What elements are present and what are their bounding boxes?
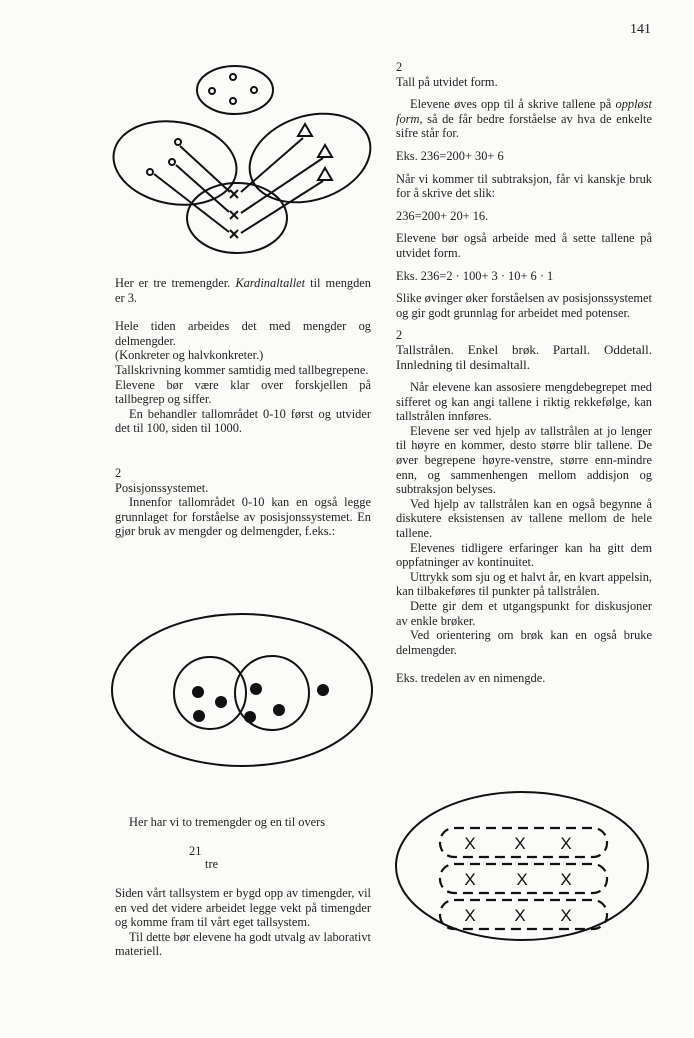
caption-two-sets: Her har vi to tremengder og en til overs [129,815,326,829]
number-21: 21 [189,844,202,858]
para-opplost-form: Elevene øves opp til å skrive tallene på oppløst form, så de får bedre forståelse av hva de enkelte sifre står for. [396,97,652,141]
para-eksistensen: Ved hjelp av tallstrålen kan en også begynne å diskutere eksistensen av tallene mellom de hele tallene. [396,496,652,541]
x-mark: X [464,834,476,853]
opplost-emphasis: oppløst form [396,97,652,126]
section-title-utvidet: Tall på utvidet form. [396,74,498,89]
caption-emphasis: Kardinaltallet [235,276,306,290]
para-posisjonssystemet: Innenfor tallområdet 0-10 kan en også legge grunnlaget for forståelse av posisjonssystemet. En gjør bruk av mengder og delmengder, f.eks.: [115,495,371,539]
example-2: 236=200+ 20+ 16. [396,208,489,223]
section-title-posisjon: Posisjonssystemet. [115,480,209,495]
caption-cardinal: Her er tre tremengder. Kardinaltallet til mengden er 3. [115,276,371,305]
para-assosiere: Når elevene kan assosiere mengdebegrepet med sifferet og kan angi tallene i riktig rekkefølge, kan tallstrålen innføres. [396,380,652,424]
para-mengder: Hele tiden arbeides det med mengder og delmengder. [115,319,371,348]
x-mark: X [464,870,476,889]
section-title-tallstralen: Tallstrålen. Enkel brøk. Partall. Oddetall. Innledning til desimaltall. [396,341,652,372]
para-kontinuitet: Elevenes tidligere erfaringer kan ha gitt dem oppfatninger av kontinuitet. [396,540,652,570]
para-materiell: Til dette bør elevene ha godt utvalg av laborativt materiell. [115,929,371,959]
page-number: 141 [630,22,651,37]
section-number-utvidet: 2 [396,60,403,74]
x-mark: X [514,906,526,925]
para-tallomradet: En behandler tallområdet 0-10 først og utvider det til 100, siden til 1000. [115,406,371,436]
word-tre: tre [205,857,219,871]
para-timengder: Siden vårt tallsystem er bygd opp av timengder, vil en ved det videre arbeidet legge vekt på timengder og komme fram til vårt eget tallsystem. [115,886,371,930]
x-mark: X [514,834,526,853]
para-delmengder: Ved orientering om brøk kan en også bruke delmengder. [396,628,652,657]
section-number: 2 [115,465,122,480]
x-mark: X [560,870,572,889]
para-brøker: Dette gir dem et utgangspunkt for diskusjoner av enkle brøker. [396,599,652,628]
example-3: Eks. 236=2 · 100+ 3 · 10+ 6 · 1 [396,268,554,283]
x-mark: X [464,906,476,925]
para-konkreter: (Konkreter og halvkonkreter.) [115,348,264,363]
para-sette-tallene: Elevene bør også arbeide med å sette tallene på utvidet form. [396,231,652,260]
example-4: Eks. tredelen av en nimengde. [396,671,546,686]
x-mark: X [560,906,572,925]
para-forskjellen: Elevene bør være klar over forskjellen på tallbegrep og siffer. [115,377,371,407]
para-uttrykk: Uttrykk som sju og et halvt år, en kvart appelsin, kan tilbakeføres til punkter på tallstrålen. [396,569,652,599]
para-tallskrivning: Tallskrivning kommer samtidig med tallbegrepene. [115,362,369,377]
example-1: Eks. 236=200+ 30+ 6 [396,148,504,163]
para-subtraksjon: Når vi kommer til subtraksjon, får vi kanskje bruk for å skrive det slik: [396,171,652,201]
x-mark: X [560,834,572,853]
x-mark: X [516,870,528,889]
para-potenser: Slike øvinger øker forståelsen av posisjonssystemet og gir godt grunnlag for arbeidet med potenser. [396,291,652,320]
para-hoyre: Elevene ser ved hjelp av tallstrålen at jo lenger til høyre en kommer, desto større blir tallene. De øver begrepene høyre-venstre, større enn-mindre enn, og sammenhengen mellom addisjon og subtraksjon belyses. [396,423,652,497]
section-number-tallstralen: 2 [396,328,403,343]
